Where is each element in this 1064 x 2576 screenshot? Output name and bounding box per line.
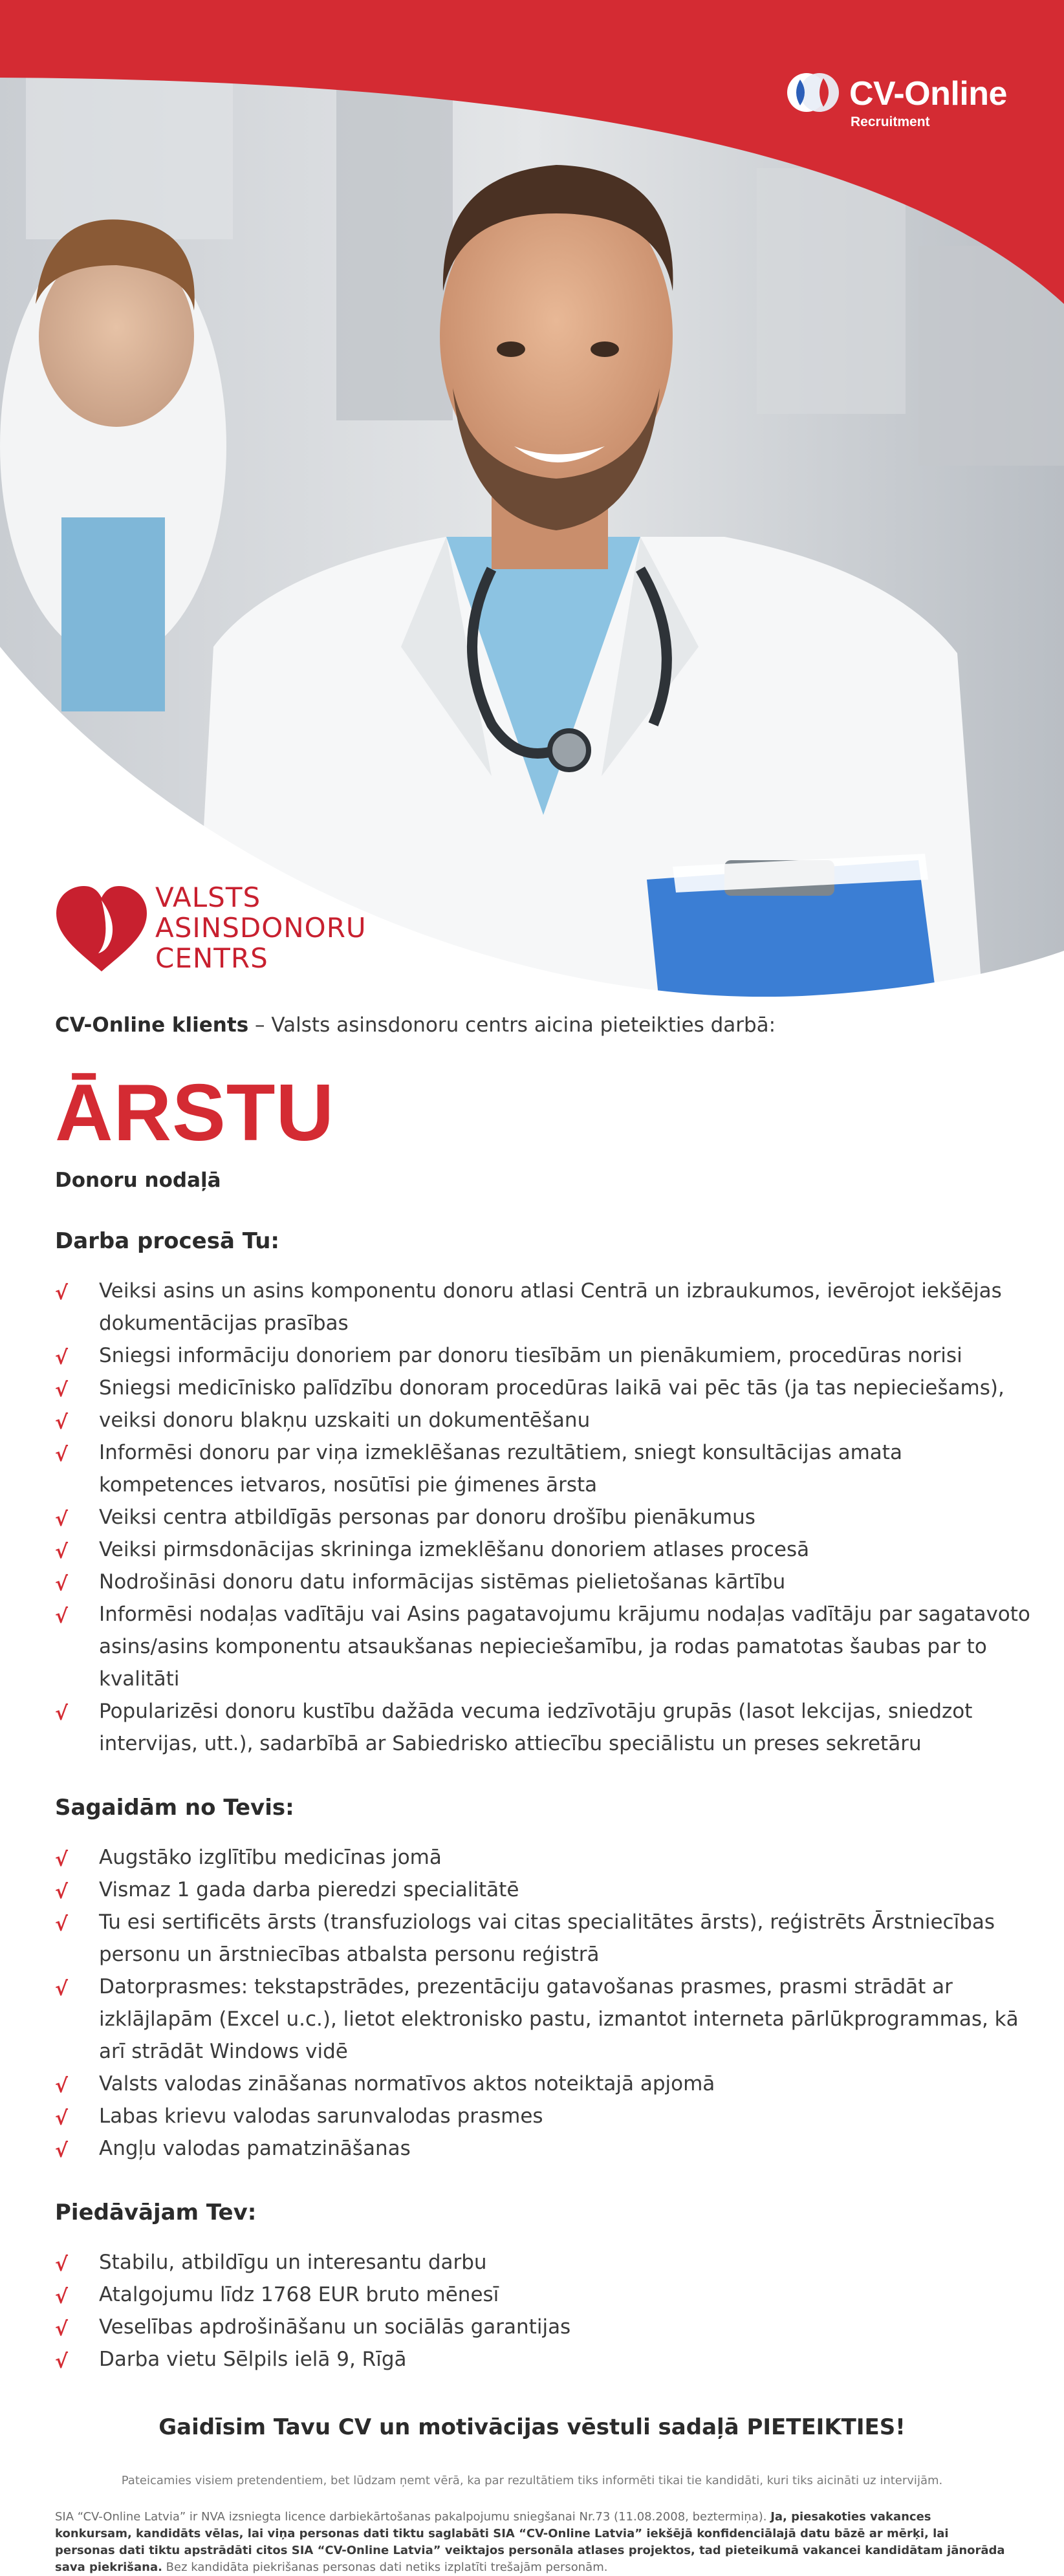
- list-item-text: Veiksi asins un asins komponentu donoru atlasi Centrā un izbraukumos, ievērojot iekšējas dokumentācijas prasības: [99, 1279, 1002, 1335]
- list-item-text: Informēsi nodaļas vadītāju vai Asins pagatavojumu krājumu nodaļas vadītāju par sagatavoto asins/asins komponentu atsaukšanas nepieciešamību, ja rodas pamatotas šaubas par to kvalitāti: [99, 1603, 1030, 1691]
- checkmark-icon: √: [55, 2139, 69, 2162]
- checkmark-icon: √: [55, 2318, 69, 2341]
- list-item: [55, 2068, 1038, 2100]
- list-item: [55, 1436, 1038, 1501]
- list-item: [55, 1971, 1038, 2068]
- checkmark-icon: √: [55, 1978, 69, 2000]
- footer-consent: Ja, piesakoties vakances konkursam, kandidāts vēlas, lai viņa personas dati tiktu saglabāti SIA “CV-Online Latvia” iekšējā konfidenciālajā datu bāzē ar mērķi, lai personas dati tiktu apstrādāti citos SIA “CV-Online Latvia” veiktajos personāla atlases projektos, tad pieteikumā vakancei kandidātam jānorāda sava piekrišana.: [55, 2510, 1005, 2574]
- checkmark-icon: √: [55, 2107, 69, 2130]
- duties-heading: Darba procesā Tu:: [55, 1228, 280, 1254]
- checkmark-icon: √: [55, 1573, 69, 1596]
- list-item-text: Labas krievu valodas sarunvalodas prasmes: [99, 2105, 543, 2128]
- cv-online-name: CV-Online: [849, 75, 1007, 113]
- requirements-heading: Sagaidām no Tevis:: [55, 1795, 294, 1821]
- offer-heading: Piedāvājam Tev:: [55, 2200, 257, 2225]
- cv-online-logo: [786, 61, 1019, 139]
- checkmark-icon: √: [55, 1541, 69, 1563]
- list-item: [55, 1372, 1038, 1404]
- employer-logo-line1: VALSTS: [155, 882, 261, 913]
- list-item: [55, 1533, 1038, 1566]
- list-item: [55, 1566, 1038, 1598]
- list-item: [55, 2100, 1038, 2132]
- intro-text: [55, 1012, 1038, 1038]
- hero-photo: [0, 0, 1064, 1009]
- list-item-text: Veselības apdrošināšanu un sociālās garantijas: [99, 2315, 571, 2339]
- checkmark-icon: √: [55, 1702, 69, 1725]
- list-item-text: Nodrošināsi donoru datu informācijas sistēmas pielietošanas kārtību: [99, 1570, 786, 1594]
- list-item-text: Atalgojumu līdz 1768 EUR bruto mēnesī: [99, 2283, 499, 2306]
- employer-logo: [53, 881, 367, 984]
- employer-logo-line2: ASINSDONORU: [155, 912, 367, 944]
- list-item: [55, 2246, 1038, 2278]
- heart-drop-icon: [53, 881, 150, 978]
- list-item-text: veiksi donoru blakņu uzskaiti un dokumentēšanu: [99, 1409, 591, 1432]
- checkmark-icon: √: [55, 2075, 69, 2097]
- list-item: [55, 2343, 1038, 2376]
- list-item-text: Informēsi donoru par viņa izmeklēšanas rezultātiem, sniegt konsultācijas amata kompetences ietvaros, nosūtīsi pie ģimenes ārsta: [99, 1441, 902, 1497]
- checkmark-icon: √: [55, 2253, 69, 2276]
- list-item-text: Datorprasmes: tekstapstrādes, prezentāciju gatavošanas prasmes, prasmi strādāt ar izklājlapām (Excel u.c.), lietot elektronisko pastu, izmantot interneta pārlūkprogrammas, kā arī strādāt Windows vidē: [99, 1975, 1019, 2063]
- checkmark-icon: √: [55, 1881, 69, 1903]
- checkmark-icon: √: [55, 1913, 69, 1936]
- list-item: [55, 1874, 1038, 1906]
- list-item: [55, 1906, 1038, 1971]
- intro-lead: CV-Online klients: [55, 1013, 249, 1037]
- vacancy-content: [55, 1012, 1038, 2576]
- list-item: [55, 1404, 1038, 1436]
- job-title: ĀRSTU: [55, 1068, 335, 1158]
- footer-consent-tail: Bez kandidāta piekrišanas personas dati netiks izplatīti trešajām personām.: [162, 2560, 608, 2574]
- list-item-text: Tu esi sertificēts ārsts (transfuziologs vai citas specialitātes ārsts), reģistrēts Ārstniecības personu un ārstniecības atbalsta personu reģistrā: [99, 1910, 995, 1966]
- list-item-text: Darba vietu Sēlpils ielā 9, Rīgā: [99, 2348, 407, 2371]
- checkmark-icon: √: [55, 1282, 69, 1304]
- list-item-text: Valsts valodas zināšanas normatīvos aktos noteiktajā apjomā: [99, 2072, 715, 2095]
- closing-call-to-action: Gaidīsim Tavu CV un motivācijas vēstuli sadaļā PIETEIKTIES!: [158, 2414, 906, 2440]
- cv-online-logo-icon: [786, 65, 840, 120]
- list-item: [55, 2311, 1038, 2343]
- offer-list: [55, 2246, 1038, 2376]
- list-item: [55, 2132, 1038, 2165]
- checkmark-icon: √: [55, 1848, 69, 1871]
- hero-banner: [0, 0, 1064, 1009]
- checkmark-icon: √: [55, 1347, 69, 1369]
- job-department: Donoru nodaļā: [55, 1169, 221, 1192]
- checkmark-icon: √: [55, 2350, 69, 2373]
- employer-logo-line3: CENTRS: [155, 942, 268, 974]
- cv-online-tagline: Recruitment: [851, 114, 930, 129]
- list-item-text: Angļu valodas pamatzināšanas: [99, 2137, 411, 2160]
- list-item-text: Veiksi centra atbildīgās personas par donoru drošību pienākumus: [99, 1506, 755, 1529]
- checkmark-icon: √: [55, 1605, 69, 1628]
- checkmark-icon: √: [55, 1411, 69, 1434]
- checkmark-icon: √: [55, 2286, 69, 2308]
- list-item: [55, 1339, 1038, 1372]
- checkmark-icon: √: [55, 1379, 69, 1402]
- duties-list: [55, 1275, 1038, 1760]
- list-item: [55, 1275, 1038, 1339]
- list-item: [55, 1598, 1038, 1695]
- requirements-list: [55, 1841, 1038, 2165]
- list-item: [55, 2278, 1038, 2311]
- list-item: [55, 1841, 1038, 1874]
- intro-rest: – Valsts asinsdonoru centrs aicina pieteikties darbā:: [248, 1013, 776, 1037]
- list-item: [55, 1695, 1038, 1760]
- list-item-text: Augstāko izglītību medicīnas jomā: [99, 1846, 442, 1869]
- list-item-text: Sniegsi informāciju donoriem par donoru tiesībām un pienākumiem, procedūras norisi: [99, 1344, 962, 1367]
- footer-license: SIA “CV-Online Latvia” ir NVA izsniegta licence darbiekārtošanas pakalpojumu sniegšanai Nr.73 (11.08.2008, beztermiņa).: [55, 2510, 771, 2524]
- list-item-text: Popularizēsi donoru kustību dažāda vecuma iedzīvotāju grupās (lasot lekcijas, sniedzot intervijas, utt.), sadarbībā ar Sabiedrisko attiecību speciālistu un preses sekretāru: [99, 1700, 973, 1755]
- checkmark-icon: √: [55, 1508, 69, 1531]
- checkmark-icon: √: [55, 1444, 69, 1466]
- list-item: [55, 1501, 1038, 1533]
- list-item-text: Veiksi pirmsdonācijas skrininga izmeklēšanu donoriem atlases procesā: [99, 1538, 810, 1561]
- footer-legal: [55, 2509, 1009, 2576]
- list-item-text: Vismaz 1 gada darba pieredzi specialitātē: [99, 1878, 519, 1901]
- footer-note: Pateicamies visiem pretendentiem, bet lūdzam ņemt vērā, ka par rezultātiem tiks informēti tikai tie kandidāti, kuri tiks aicināti uz intervijām.: [121, 2474, 943, 2487]
- list-item-text: Sniegsi medicīnisko palīdzību donoram procedūras laikā vai pēc tās (ja tas nepieciešams),: [99, 1376, 1004, 1400]
- list-item-text: Stabilu, atbildīgu un interesantu darbu: [99, 2251, 487, 2274]
